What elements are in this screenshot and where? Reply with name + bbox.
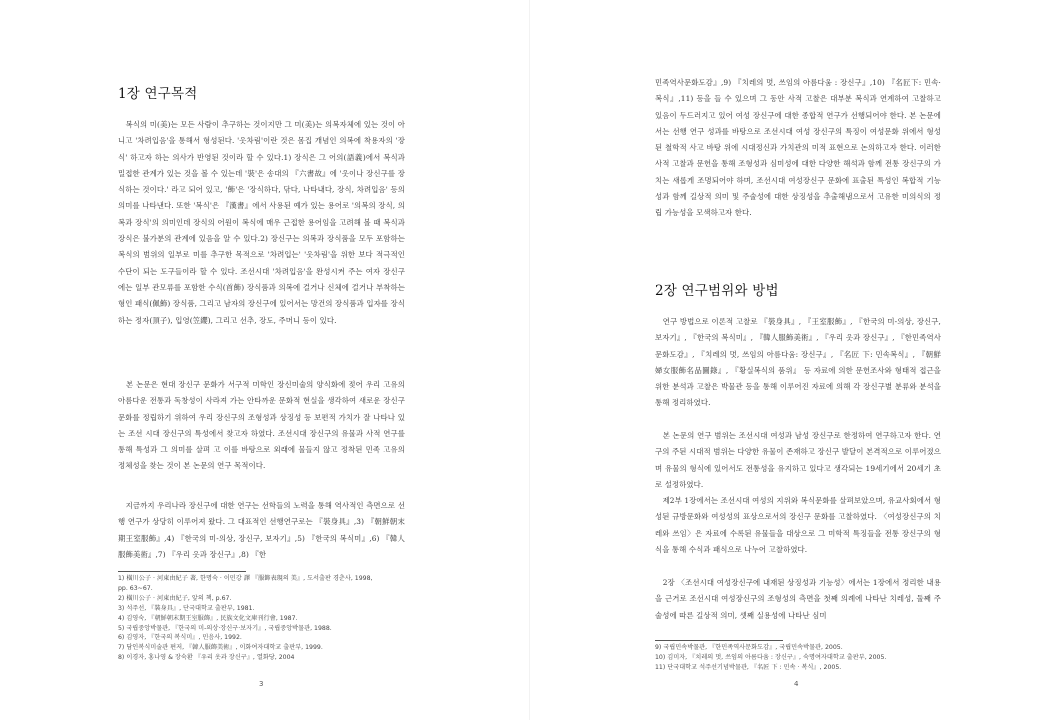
footnote: 6) 김영자, 『한국의 복식미』, 민음사, 1992. [118,634,242,642]
footnote: pp. 63~67. [118,584,153,592]
footnote: 9) 국립민속박물관, 『한민족역사문화도감』, 국립민속박물관, 2005. [655,644,843,651]
page-number: 3 [259,680,264,688]
left-paragraph-2: 본 논문은 현대 장신구 문화가 서구적 미학인 장신미술의 양식화에 젖어 우리 고유의 아름다운 전통과 독창성이 사라져 가는 안타까운 문화적 현실을 생각하여 새로운 장신구 문화를 정립하기 위하여 우리 장신구의 조형성과 상징성 등 보편적 가치가 잘 나타나 있는 조선 시대 장신구의 특성에서 찾고자 하였다. 조선시대 장신구의 유물과 사적 연구를 통해 특성과 그 의미를 살펴 고 이를 바탕으로 외래에 물들지 않고 정착된 민족 고유의 정체성을 찾는 것이 본 논문의 연구 목적이다. [118,380,405,471]
footnote: 1) 橫川公子 · 河東由紀子 著, 한명숙 · 이민강 譯 『服飾表現의 美』, 도서출판 경춘사, 1998, [118,575,373,582]
right-paragraph-4: 2장 〈조선시대 여성장신구에 내재된 상징성과 기능성〉에서는 1장에서 정리한 내용을 근거로 조선시대 여성장신구의 조형성의 측면을 첫째 의례에 나타난 치레성, 둘째 주술성에 따른 길상적 의미, 셋째 실용성에 나타난 심미 [655,578,941,620]
footnote-list [655,643,886,673]
footnote-list [118,574,373,663]
footnote-rule [118,571,246,572]
section-title-scope-method: 2장 연구범위와 방법 [655,283,779,299]
right-paragraph-2: 본 논문의 연구 범위는 조선시대 여성과 남성 장신구로 한정하여 연구하고자 한다. 연구의 주된 시대적 범위는 다양한 유물이 존재하고 장신구 발달이 본격적으로 이루어졌으며 유물의 형식에 있어서도 전통성을 유지하고 있다고 생각되는 19세기에서 20세기 초로 설정하였다. [655,431,941,489]
right-intro-paragraph: 민족역사문화도감』,9) 『치레의 멋, 쓰임의 아름다움 : 장신구』,10) 『名匠下: 민속·복식』,11) 등을 들 수 있으며 그 동안 사적 고찰은 대부분 복식과 연계하여 고찰하고 있음이 두드러지고 있어 여성 장신구에 대한 종합적 연구가 선행되어야 한다. 본 논문에서는 선행 연구 성과를 바탕으로 조선시대 여성 장신구의 특징이 여성문화 위에서 형성된 철학적 사고 바탕 위에 시대정신과 가치관의 미적 표현으로 논의하고자 한다. 이러한 사적 고찰과 문헌을 통해 조형성과 심미성에 대한 다양한 해석과 함께 전통 장신구의 가치는 새롭게 조명되어야 하며, 조선시대 여성장신구 문화에 표출된 특성인 복합적 기능성과 함께 길상적 의미 및 주술성에 대한 상징성을 추출해냄으로서 고유한 미의식의 정립 가능성을 모색하고자 한다. [655,78,941,218]
footnote-rule [655,640,783,641]
left-paragraph-1: 복식의 미(美)는 모든 사람이 추구하는 것이지만 그 미(美)는 의복자체에 있는 것이 아니고 '차려입음'을 통해서 형성된다. '옷차림'이란 것은 몸집 개념인 의복에 착용자의 '장식' 하고자 하는 의사가 반영된 것이라 할 수 있다.1) 장식은 그 어의(語義)에서 복식과 밀접한 관계가 있는 것을 볼 수 있는데 '裝'은 송대의 『六書故』에 '옷이나 장신구를 장식하는 것이다.' 라고 되어 있고, '飾'은 '장식하다, 닦다, 나타내다, 장식, 차려입음' 등의 의미를 나타낸다. 또한 '복식'은 『漢書』에서 사용된 예가 있는 용어로 '의복의 장식, 의복과 장식'의 의미인데 장식의 어원이 복식에 매우 근접한 용어임을 고려해 볼 때 복식과 장식은 불가분의 관계에 있음을 알 수 있다.2) 장신구는 의복과 장식품을 모두 포함하는 복식의 범위의 일부로 미를 추구한 목적으로 '차려입는' '옷차림'을 위한 보다 적극적인 수단이 되는 도구들이라 할 수 있다. 조선시대 '차려입음'을 완성시켜 주는 여자 장신구에는 일부 관모류를 포함한 수식(首飾) 장식품과 의복에 걸거나 신체에 걸거나 부착하는 형인 패식(佩飾) 장식품, 그리고 남자의 장신구에 있어서는 망건의 장식품과 입자를 장식하는 정자(頂子), 입영(笠纓), 그리고 선추, 장도, 주머니 등이 있다. [118,120,405,325]
footnote: 3) 석주선, 『裝身具』, 단국대학교 출판부, 1981. [118,604,255,612]
footnote: 10) 김미자, 『치레의 멋, 쓰임의 아름다움 : 장신구』, 숙명여자대학교 출판부, 2005. [655,653,887,661]
footnote: 2) 橫川公子 · 河東由紀子, 앞의 책, p.67. [118,594,232,602]
footnote: 8) 이경자, 홍나영 & 장숙환 『우리 옷과 장신구』, 열화당, 2004 [118,654,295,662]
right-paragraph-1: 연구 방법으로 이론적 고찰로 『裝身具』, 『王室服飾』, 『한국의 미-의상, 장신구, 보자기』, 『한국의 복식미』, 『韓人服飾美術』, 『우리 옷과 장신구』, 『한민족역사문화도감』, 『치레의 멋, 쓰임의 아름다움: 장신구』, 『名匠 下: 민속복식』, 『朝鮮婦女服飾名品圖錄』, 『황실복식의 품위』 등 자료에 의한 문헌조사와 형태적 접근을 위한 분석과 고찰은 박물관 등을 통해 이루어진 자료에 의해 각 장신구별 분류와 분석을 통해 정리하였다. [655,317,941,408]
right-page [530,0,1059,720]
left-paragraph-3: 지금까지 우리나라 장신구에 대한 연구는 선학들의 노력을 통해 역사적인 측면으로 선행 연구가 상당히 이루어져 왔다. 그 대표적인 선행연구로는 『裝身具』,3) 『朝鮮朝末期王室服飾』,4) 『한국의 미-의상, 장신구, 보자기』,5) 『한국의 복식미』,6) 『韓人服飾美術』,7) 『우리 옷과 장신구』,8) 『한 [118,501,405,559]
footnote: 5) 국립중앙박물관, 『한국의 미-의상·장신구·보자기』, 국립중앙박물관, 1988. [118,624,332,632]
right-paragraph-3: 제2부 1장에서는 조선시대 여성의 지위와 복식문화를 살펴보았으며, 유교사회에서 형성된 규방문화와 여성성의 표상으로서의 장신구 문화를 고찰하였다. 〈여성장신구의 치레와 쓰임〉은 자료에 수록된 유물들을 대상으로 그 미학적 특징들을 전통 장신구의 형식을 통해 수식과 패식으로 나누어 고찰하였다. [655,496,941,554]
left-page [0,0,529,720]
section-title-research-purpose: 1장 연구목적 [118,86,198,102]
footnote: 11) 단국대학교 석주선기념박물관, 『名匠 下 : 민속 · 복식』, 2005. [655,663,842,671]
page-number: 4 [794,680,799,688]
footnote: 4) 김영숙, 『朝鮮朝末期王室服飾』, 民族文化文庫刊行會, 1987. [118,614,298,622]
footnote: 7) 담인복식미술관 편저, 『韓人服飾美術』, 이화여자대학교 출판부, 1999. [118,644,323,652]
